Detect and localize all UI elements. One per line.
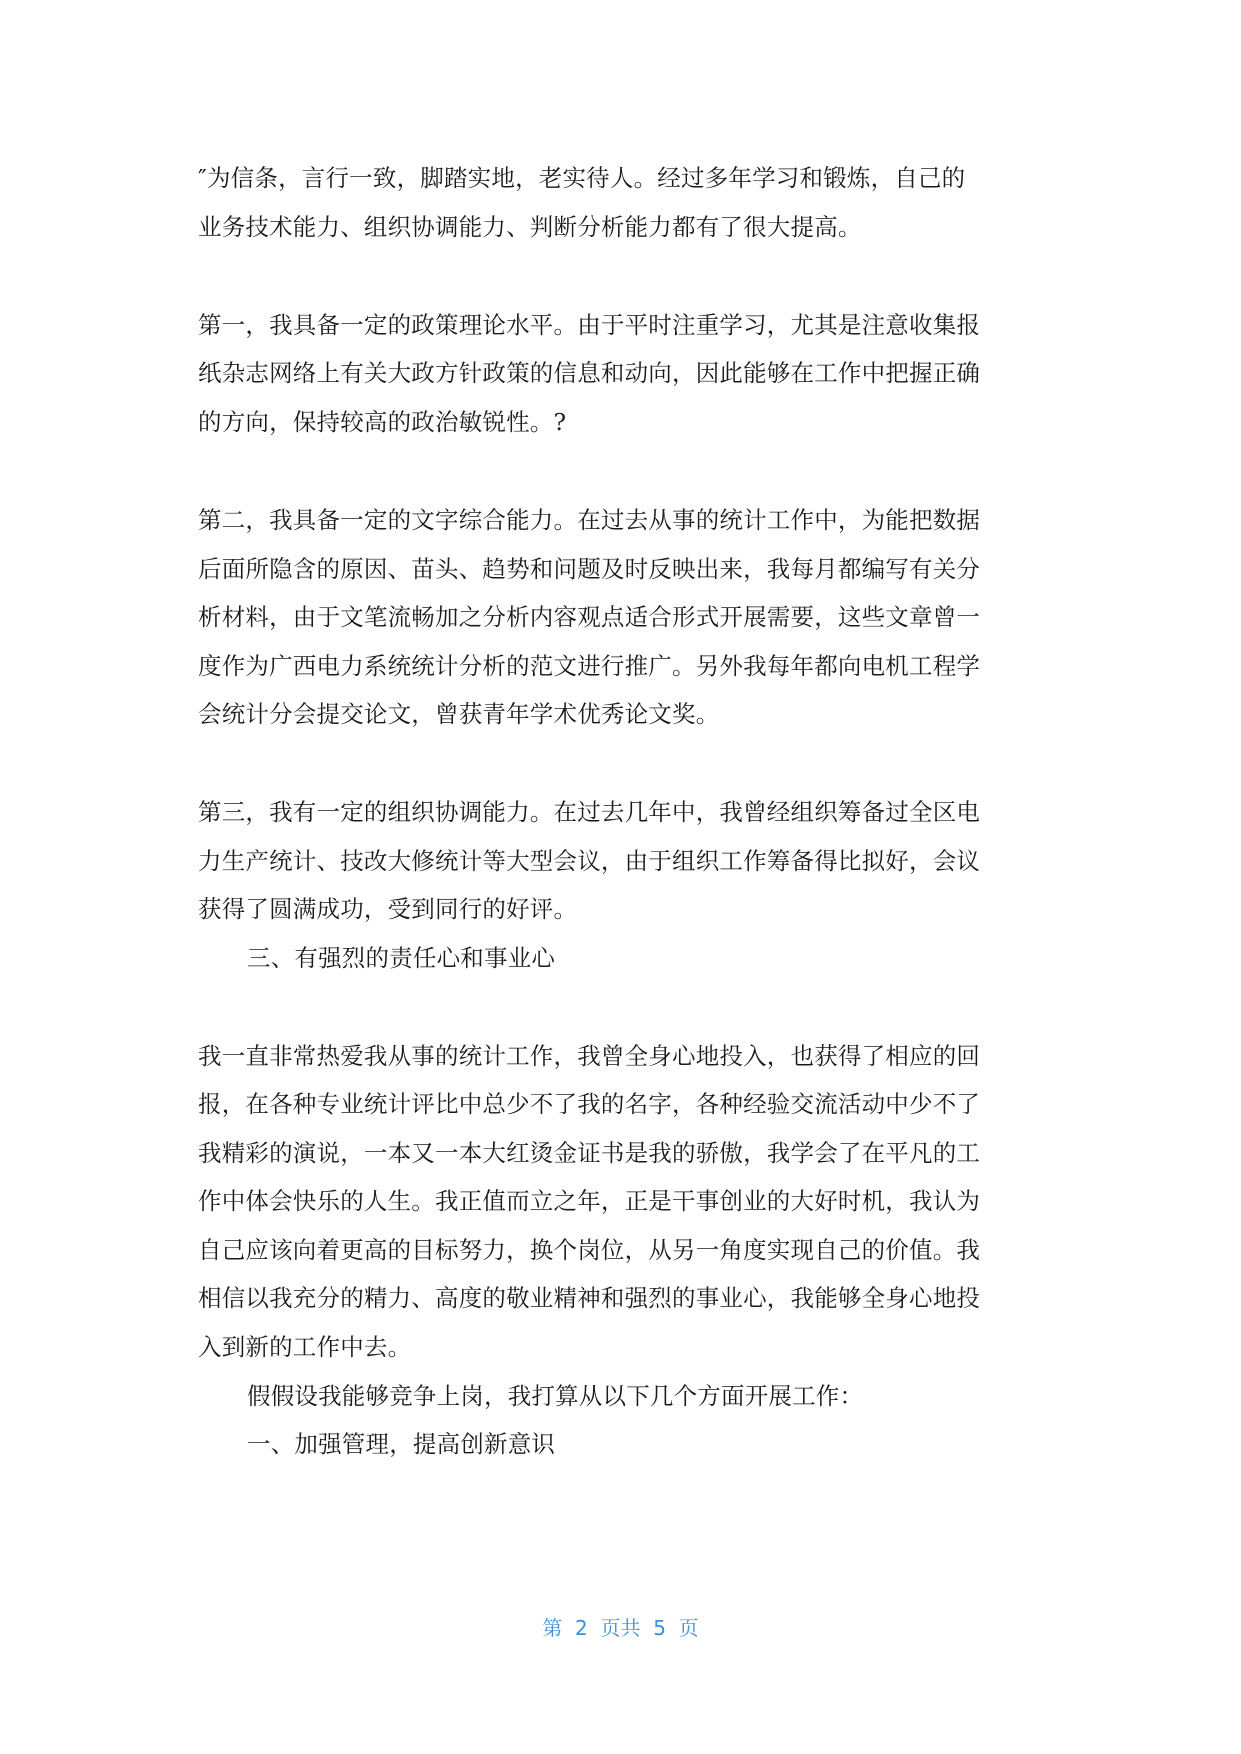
paragraph-line: 入到新的工作中去。: [198, 1333, 412, 1361]
paragraph-line: 我一直非常热爱我从事的统计工作，我曾全身心地投入，也获得了相应的回: [198, 1042, 981, 1070]
paragraph-line: 第一，我具备一定的政策理论水平。由于平时注重学习，尤其是注意收集报: [198, 311, 981, 339]
paragraph-line: 纸杂志网络上有关大政方针政策的信息和动向，因此能够在工作中把握正确: [198, 359, 981, 387]
paragraph-line: 相信以我充分的精力、高度的敬业精神和强烈的事业心，我能够全身心地投: [198, 1284, 981, 1312]
paragraph-line: 的方向，保持较高的政治敏锐性。?: [198, 408, 567, 436]
paragraph-line: 自己应该向着更高的目标努力，换个岗位，从另一角度实现自己的价值。我: [198, 1236, 981, 1264]
paragraph-line: 报，在各种专业统计评比中总少不了我的名字，各种经验交流活动中少不了: [198, 1090, 981, 1118]
paragraph-line: 第三，我有一定的组织协调能力。在过去几年中，我曾经组织筹备过全区电: [198, 798, 981, 826]
paragraph-line: 获得了圆满成功，受到同行的好评。: [198, 895, 578, 923]
paragraph-line: 第二，我具备一定的文字综合能力。在过去从事的统计工作中，为能把数据: [198, 506, 981, 534]
paragraph-line: 我精彩的演说，一本又一本大红烫金证书是我的骄傲，我学会了在平凡的工: [198, 1139, 981, 1167]
paragraph-line: 作中体会快乐的人生。我正值而立之年，正是干事创业的大好时机，我认为: [198, 1187, 981, 1215]
section-heading: 一、加强管理，提高创新意识: [247, 1430, 556, 1458]
paragraph-line: ″为信条，言行一致，脚踏实地，老实待人。经过多年学习和锻炼，自己的: [198, 164, 966, 192]
section-heading: 三、有强烈的责任心和事业心: [247, 944, 556, 972]
paragraph-line: 后面所隐含的原因、苗头、趋势和问题及时反映出来，我每月都编写有关分: [198, 555, 981, 583]
paragraph-line: 业务技术能力、组织协调能力、判断分析能力都有了很大提高。: [198, 213, 862, 241]
paragraph-line: 假假设我能够竞争上岗，我打算从以下几个方面开展工作：: [247, 1382, 864, 1410]
paragraph-line: 度作为广西电力系统统计分析的范文进行推广。另外我每年都向电机工程学: [198, 652, 981, 680]
paragraph-line: 析材料，由于文笔流畅加之分析内容观点适合形式开展需要，这些文章曾一: [198, 603, 981, 631]
page-number-footer: 第 2 页共 5 页: [542, 1616, 699, 1640]
paragraph-line: 会统计分会提交论文，曾获青年学术优秀论文奖。: [198, 700, 720, 728]
paragraph-line: 力生产统计、技改大修统计等大型会议，由于组织工作筹备得比拟好，会议: [198, 847, 981, 875]
